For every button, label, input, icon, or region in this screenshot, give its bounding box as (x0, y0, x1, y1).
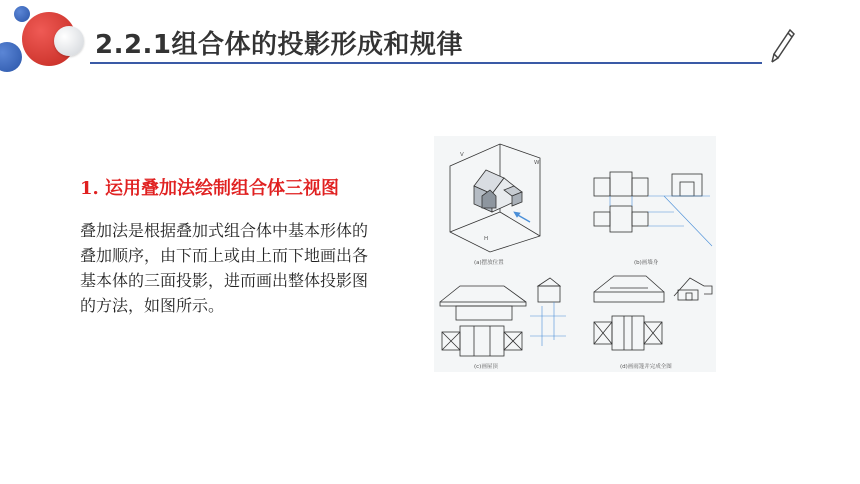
decor-circle-blue-large (0, 42, 22, 72)
section-paragraph: 叠加法是根据叠加式组合体中基本形体的叠加顺序，由下而上或由上而下地画出各基本体的三面投影，进而画出整体投影图的方法，如图所示。 (80, 221, 369, 315)
panel-c-roof (440, 278, 566, 356)
panel-b-walls (594, 172, 712, 246)
decor-circle-blue-small (14, 6, 30, 22)
caption-a: (a)摆放位置 (474, 260, 504, 266)
pencil-icon (768, 28, 796, 68)
caption-d: (d)画雨篷并完成全图 (620, 364, 672, 370)
section-heading: 1. 运用叠加法绘制组合体三视图 (80, 178, 340, 199)
axis-label-v: V (460, 152, 464, 158)
axis-label-w: W (534, 160, 540, 166)
decor-circle-grey (54, 26, 84, 56)
three-view-figure (434, 136, 716, 372)
title-underline (90, 62, 762, 64)
page-title: 2.2.1组合体的投影形成和规律 (95, 30, 464, 60)
caption-c: (c)画屋顶 (474, 364, 498, 370)
panel-a-isometric (450, 144, 540, 252)
axis-label-h: H (484, 236, 489, 242)
panel-d-complete (594, 276, 712, 350)
caption-b: (b)画墙身 (634, 260, 659, 266)
